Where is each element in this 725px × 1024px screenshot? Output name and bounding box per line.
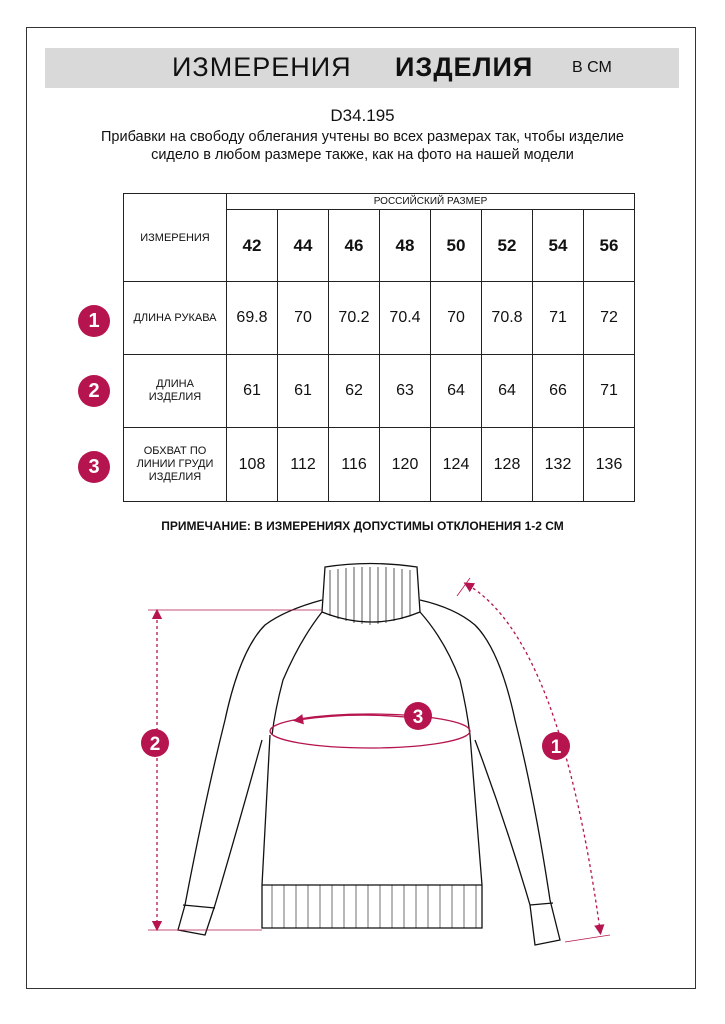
table-cell: 70.8 bbox=[482, 282, 533, 355]
size-header: 54 bbox=[533, 210, 584, 282]
table-cell: 72 bbox=[584, 282, 635, 355]
table-cell: 112 bbox=[278, 428, 329, 502]
table-cell: 128 bbox=[482, 428, 533, 502]
size-header: 56 bbox=[584, 210, 635, 282]
product-code: D34.195 bbox=[330, 106, 395, 125]
table-cell: 124 bbox=[431, 428, 482, 502]
sweater-outline bbox=[178, 564, 560, 946]
table-cell: 64 bbox=[482, 355, 533, 428]
row-badge-2: 2 bbox=[78, 375, 110, 407]
title-unit: В СМ bbox=[572, 59, 612, 76]
marker-2-label: 2 bbox=[149, 734, 161, 755]
table-cell: 63 bbox=[380, 355, 431, 428]
row-badge-1: 1 bbox=[78, 305, 110, 337]
size-header: 48 bbox=[380, 210, 431, 282]
marker-3-label: 3 bbox=[412, 707, 424, 728]
size-header: 50 bbox=[431, 210, 482, 282]
marker-1-label: 1 bbox=[550, 737, 562, 758]
size-header: 42 bbox=[227, 210, 278, 282]
title-measurements: ИЗМЕРЕНИЯ bbox=[172, 52, 352, 82]
row-label: ОБХВАТ ПО ЛИНИИ ГРУДИ ИЗДЕЛИЯ bbox=[124, 428, 227, 502]
table-cell: 70.4 bbox=[380, 282, 431, 355]
tolerance-note: ПРИМЕЧАНИЕ: В ИЗМЕРЕНИЯХ ДОПУСТИМЫ ОТКЛОНЕНИЯ 1-2 СМ bbox=[161, 519, 564, 533]
table-cell: 61 bbox=[227, 355, 278, 428]
table-cell: 71 bbox=[584, 355, 635, 428]
table-cell: 132 bbox=[533, 428, 584, 502]
table-cell: 70.2 bbox=[329, 282, 380, 355]
size-group-label: РОССИЙСКИЙ РАЗМЕР bbox=[227, 194, 635, 210]
row-label: ДЛИНА ИЗДЕЛИЯ bbox=[124, 355, 227, 428]
title-item: ИЗДЕЛИЯ bbox=[395, 52, 534, 82]
row-badge-3: 3 bbox=[78, 451, 110, 483]
size-header: 52 bbox=[482, 210, 533, 282]
table-cell: 108 bbox=[227, 428, 278, 502]
measure-lines bbox=[148, 578, 610, 942]
fit-description: Прибавки на свободу облегания учтены во всех размерах так, чтобы изделие сидело в любом размере также, как на фото на нашей модели bbox=[100, 129, 624, 163]
table-corner-label: ИЗМЕРЕНИЯ bbox=[124, 194, 227, 282]
size-header: 44 bbox=[278, 210, 329, 282]
diagram-markers bbox=[141, 702, 570, 760]
table-cell: 71 bbox=[533, 282, 584, 355]
size-header: 46 bbox=[329, 210, 380, 282]
table-cell: 120 bbox=[380, 428, 431, 502]
table-cell: 70 bbox=[431, 282, 482, 355]
row-label: ДЛИНА РУКАВА bbox=[124, 282, 227, 355]
table-cell: 136 bbox=[584, 428, 635, 502]
table-cell: 61 bbox=[278, 355, 329, 428]
table-cell: 70 bbox=[278, 282, 329, 355]
table-cell: 64 bbox=[431, 355, 482, 428]
table-cell: 69.8 bbox=[227, 282, 278, 355]
table-cell: 62 bbox=[329, 355, 380, 428]
table-cell: 66 bbox=[533, 355, 584, 428]
table-cell: 116 bbox=[329, 428, 380, 502]
